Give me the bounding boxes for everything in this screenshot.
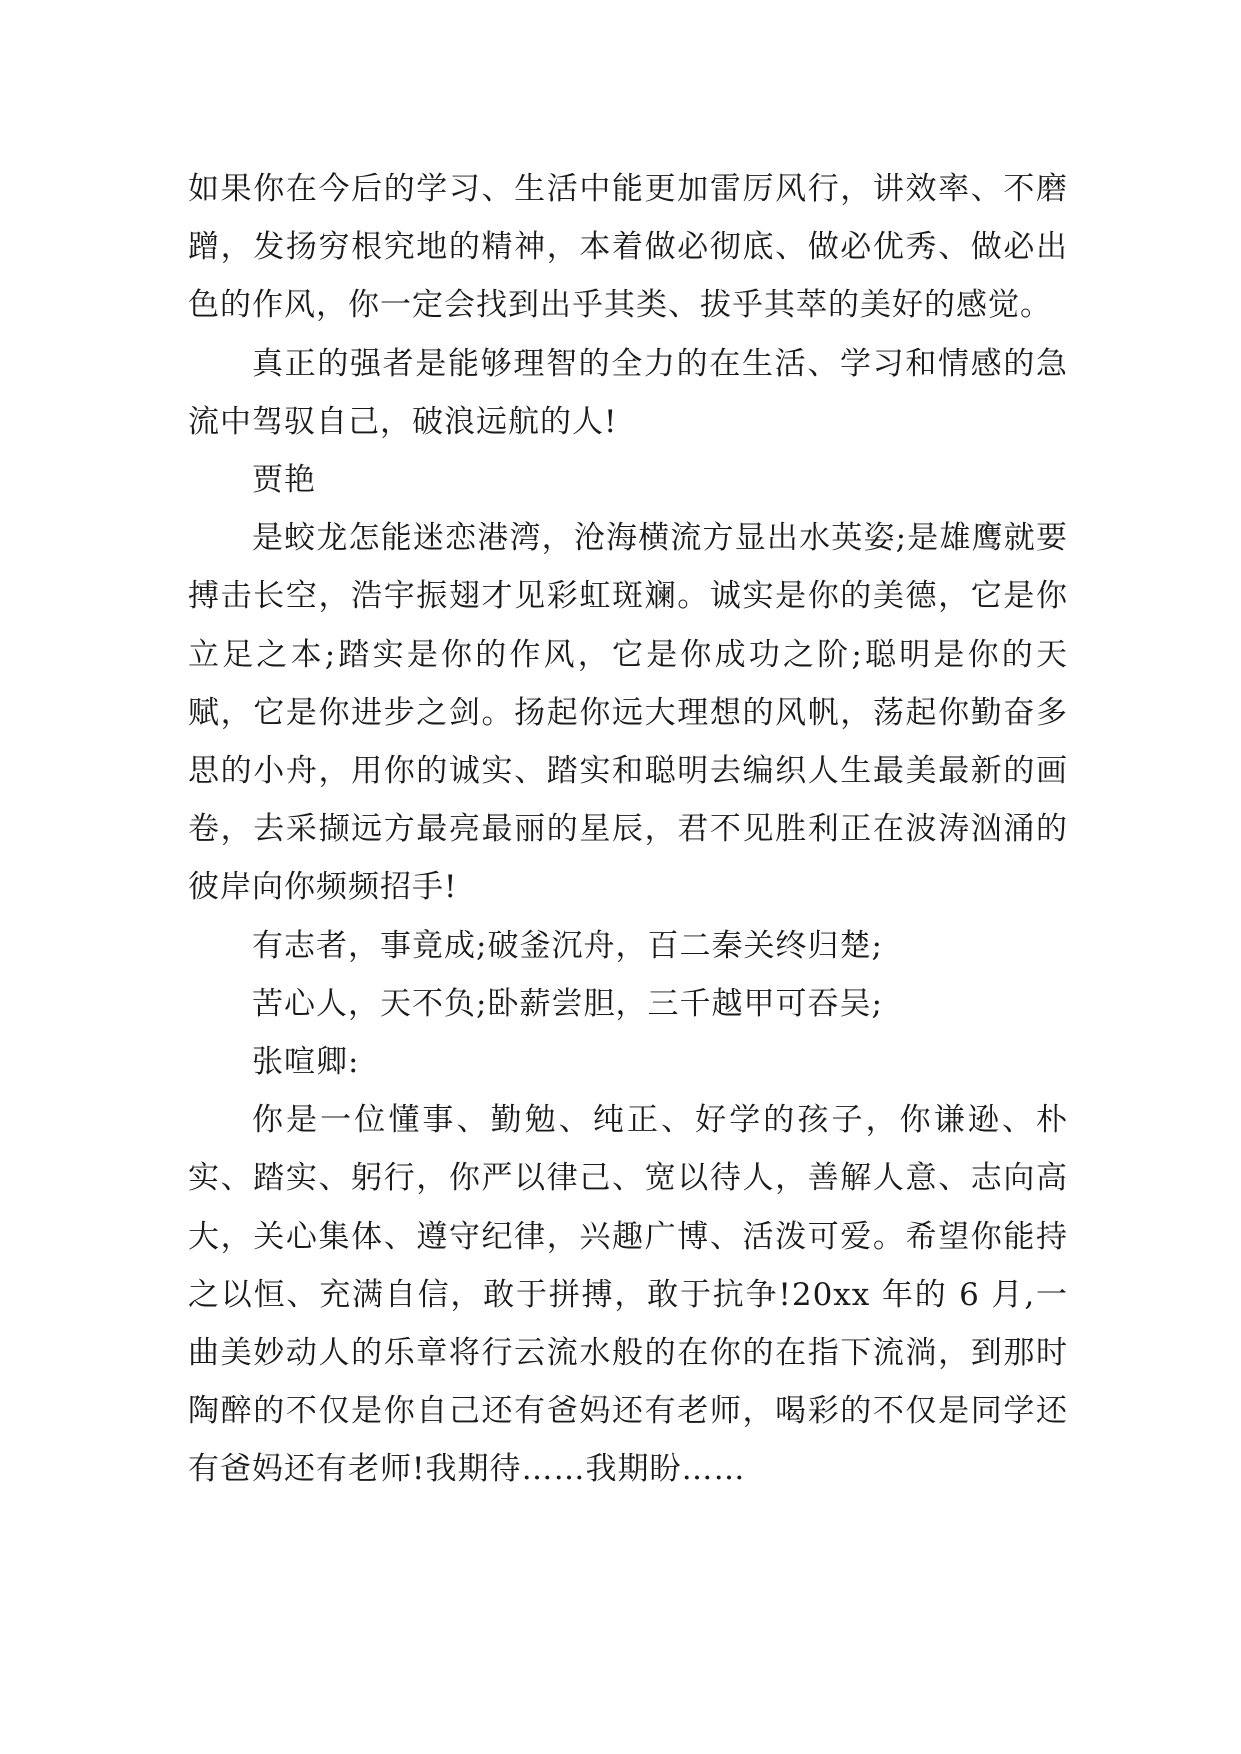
- paragraph-efficiency-advice: 如果你在今后的学习、生活中能更加雷厉风行，讲效率、不磨蹭，发扬穷根究地的精神，本着做必彻底、做必优秀、做必出色的作风，你一定会找到出乎其类、拔乎其萃的美好的感觉。: [188, 171, 1068, 324]
- paragraph-dragon-eagle: 是蛟龙怎能迷恋港湾，沧海横流方显出水英姿;是雄鹰就要搏击长空，浩宇振翅才见彩虹斑斓。诚实是你的美德，它是你立足之本;踏实是你的作风，它是你成功之阶;聪明是你的天赋，它是你进步之剑。扬起你远大理想的风帆，荡起你勤奋多思的小舟，用你的诚实、踏实和聪明去编织人生最美最新的画卷，去采撷远方最亮最丽的星辰，君不见胜利正在波涛汹涌的彼岸向你频频招手!: [188, 520, 1068, 906]
- couplet-line-2: 苦心人，天不负;卧薪尝胆，三千越甲可吞吴;: [252, 985, 883, 1022]
- student-name-jia-yan: 贾艳: [252, 462, 316, 499]
- couplet-line-1: 有志者，事竟成;破釜沉舟，百二秦关终归楚;: [252, 927, 883, 964]
- student-name-zhang-xuanqing: 张喧卿:: [252, 1044, 360, 1081]
- document-body: [188, 160, 1068, 1499]
- paragraph-true-strong: 真正的强者是能够理智的全力的在生活、学习和情感的急流中驾驭自己，破浪远航的人!: [188, 345, 1068, 440]
- paragraph-zhang-comment: 你是一位懂事、勤勉、纯正、好学的孩子，你谦逊、朴实、踏实、躬行，你严以律己、宽以待人，善解人意、志向高大，关心集体、遵守纪律，兴趣广博、活泼可爱。希望你能持之以恒、充满自信，敢于拼搏，敢于抗争!20xx 年的 6 月,一曲美妙动人的乐章将行云流水般的在你的在指下流淌，到那时陶醉的不仅是你自己还有爸妈还有老师，喝彩的不仅是同学还有爸妈还有老师!我期待……我期盼……: [188, 1102, 1068, 1488]
